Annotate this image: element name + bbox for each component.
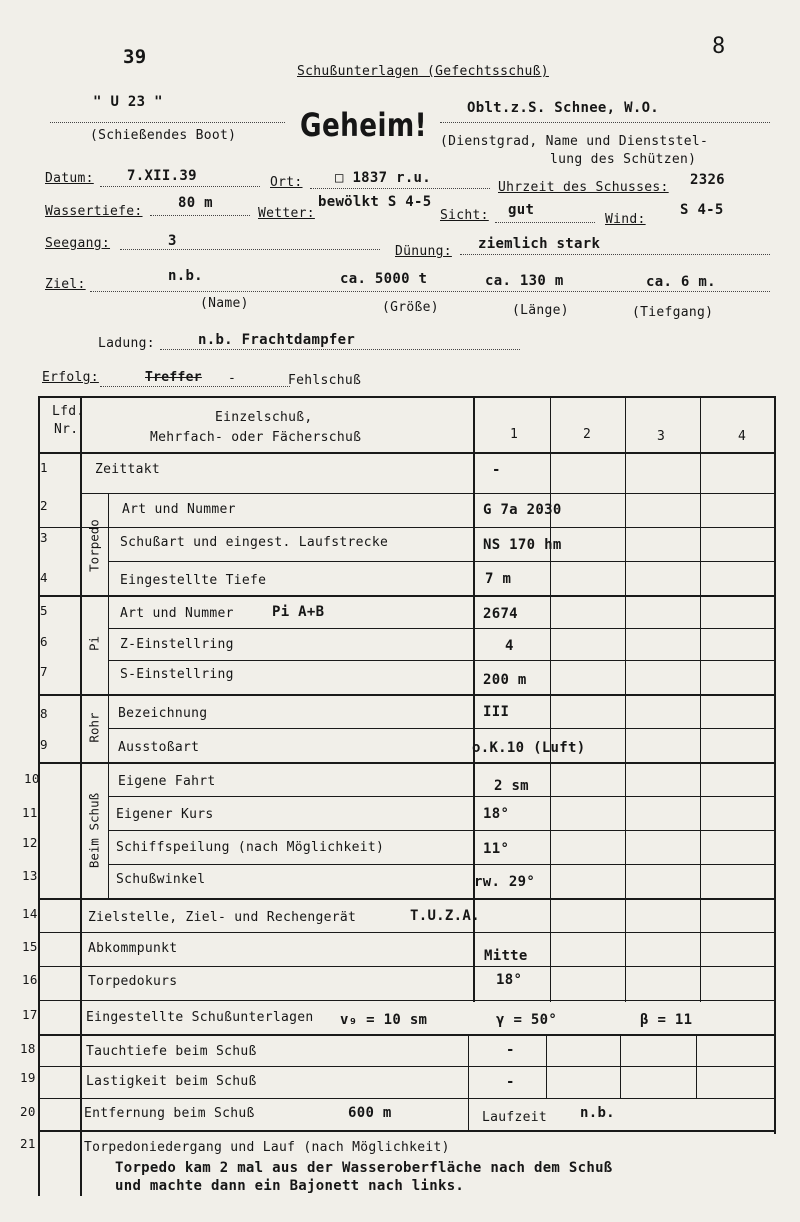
group-beim-schuss: Beim Schuß xyxy=(86,792,102,869)
row-number: 6 xyxy=(40,634,48,649)
row-number: 4 xyxy=(40,570,48,585)
row-label: Schußwinkel xyxy=(116,872,206,887)
row-value-1: 2 sm xyxy=(494,778,529,794)
header-desc-1: Einzelschuß, xyxy=(215,410,313,425)
row-number: 12 xyxy=(22,835,38,850)
row-value-1: 4 xyxy=(505,638,514,654)
row-number: 9 xyxy=(40,737,48,752)
sicht-label: Sicht: xyxy=(440,208,489,223)
row-extra: 600 m xyxy=(348,1105,392,1121)
row-value-1: 18° xyxy=(496,972,523,988)
row-label: Art und Nummer xyxy=(120,606,234,621)
uhrzeit-label: Uhrzeit des Schusses: xyxy=(498,180,669,195)
col-header-3: 3 xyxy=(657,429,666,444)
group-pi: Pi xyxy=(86,635,102,652)
row-laufzeit-label: Laufzeit xyxy=(482,1110,548,1125)
row-label: Zielstelle, Ziel- und Rechengerät xyxy=(88,910,357,925)
ziel-tiefgang-value: ca. 6 m. xyxy=(646,274,716,290)
shooter-name: Oblt.z.S. Schnee, W.O. xyxy=(467,100,660,116)
row-number: 1 xyxy=(40,460,48,475)
row-extra: Pi A+B xyxy=(272,604,325,620)
row-value-1: 18° xyxy=(483,806,510,822)
row-value-1: III xyxy=(483,704,510,720)
seegang-value: 3 xyxy=(168,233,177,249)
row-value-1: - xyxy=(506,1074,515,1090)
boat-label: (Schießendes Boot) xyxy=(90,128,237,143)
row-number: 7 xyxy=(40,664,48,679)
erfolg-label: Erfolg: xyxy=(42,370,99,385)
row-label: Eingestellte Schußunterlagen xyxy=(86,1010,314,1025)
row-value-1: Mitte xyxy=(484,948,528,964)
row-number: 19 xyxy=(20,1070,36,1085)
seegang-label: Seegang: xyxy=(45,236,111,251)
ladung-label: Ladung: xyxy=(98,336,155,351)
wind-value: S 4-5 xyxy=(680,202,724,218)
row-label: Eigene Fahrt xyxy=(118,774,216,789)
ziel-groesse-label: (Größe) xyxy=(382,300,439,315)
erfolg-value-1: Treffer xyxy=(145,370,202,385)
row-value-1: o.K.10 (Luft) xyxy=(472,740,586,756)
shooter-label-1: (Dienstgrad, Name und Dienststel- xyxy=(440,134,709,149)
uhrzeit-value: 2326 xyxy=(690,172,725,188)
row-number: 16 xyxy=(22,972,38,987)
row-gamma: γ = 50° xyxy=(496,1012,558,1028)
row-label: Eingestellte Tiefe xyxy=(120,573,267,588)
row-label: Lastigkeit beim Schuß xyxy=(86,1074,257,1089)
row-label: Tauchtiefe beim Schuß xyxy=(86,1044,257,1059)
wassertiefe-label: Wassertiefe: xyxy=(45,204,143,219)
row-number: 13 xyxy=(22,868,38,883)
row-number: 21 xyxy=(20,1136,36,1151)
geheim-stamp: Geheim! xyxy=(300,106,427,144)
row-number: 3 xyxy=(40,530,48,545)
wassertiefe-value: 80 m xyxy=(178,195,213,211)
row-number: 14 xyxy=(22,906,38,921)
row-number: 17 xyxy=(22,1007,38,1022)
row-value-1: 200 m xyxy=(483,672,527,688)
row-value-1: NS 170 hm xyxy=(483,537,562,553)
row-label: Schußart und eingest. Laufstrecke xyxy=(120,535,389,550)
row-value-1: G 7a 2030 xyxy=(483,502,562,518)
sicht-value: gut xyxy=(508,202,535,218)
row-vg: v₉ = 10 sm xyxy=(340,1012,428,1028)
row-label: Zeittakt xyxy=(95,462,161,477)
boat-name: " U 23 " xyxy=(93,94,163,110)
group-rohr: Rohr xyxy=(86,712,102,743)
shooter-label-2: lung des Schützen) xyxy=(550,152,697,167)
header-nr: Nr. xyxy=(54,422,79,437)
ziel-groesse-value: ca. 5000 t xyxy=(340,271,428,287)
page-number-left: 39 xyxy=(123,46,147,68)
row-number: 11 xyxy=(22,805,38,820)
row-label: Art und Nummer xyxy=(122,502,236,517)
row-label: Entfernung beim Schuß xyxy=(84,1106,255,1121)
remark-line-1: Torpedo kam 2 mal aus der Wasseroberfläche nach dem Schuß xyxy=(115,1160,613,1176)
wetter-value: bewölkt S 4-5 xyxy=(318,194,432,210)
row-number: 20 xyxy=(20,1104,36,1119)
row-number: 2 xyxy=(40,498,48,513)
erfolg-sep: - xyxy=(228,371,237,386)
row-label: S-Einstellring xyxy=(120,667,234,682)
row-value-1: - xyxy=(492,462,501,478)
header-desc-2: Mehrfach- oder Fächerschuß xyxy=(150,430,362,445)
row-laufzeit-value: n.b. xyxy=(580,1105,615,1121)
datum-label: Datum: xyxy=(45,171,94,186)
row-label: Ausstoßart xyxy=(118,740,200,755)
ziel-name-label: (Name) xyxy=(200,296,249,311)
header-lfd: Lfd. xyxy=(52,404,85,419)
row-beta: β = 11 xyxy=(640,1012,693,1028)
row-label: Torpedokurs xyxy=(88,974,178,989)
row-number: 15 xyxy=(22,939,38,954)
ort-value: □ 1837 r.u. xyxy=(335,170,432,186)
datum-value: 7.XII.39 xyxy=(127,168,197,184)
remark-line-2: und machte dann ein Bajonett nach links. xyxy=(115,1178,465,1194)
group-torpedo: Torpedo xyxy=(86,519,102,572)
row-label: Z-Einstellring xyxy=(120,637,234,652)
row-number: 5 xyxy=(40,603,48,618)
ladung-value: n.b. Frachtdampfer xyxy=(198,332,356,348)
row-label: Schiffspeilung (nach Möglichkeit) xyxy=(116,840,385,855)
ziel-laenge-value: ca. 130 m xyxy=(485,273,564,289)
ziel-label: Ziel: xyxy=(45,277,86,292)
ziel-tiefgang-label: (Tiefgang) xyxy=(632,305,714,320)
ziel-name-value: n.b. xyxy=(168,268,203,284)
wetter-label: Wetter: xyxy=(258,206,315,221)
row-number: 18 xyxy=(20,1041,36,1056)
wind-label: Wind: xyxy=(605,212,646,227)
row-extra: T.U.Z.A. xyxy=(410,908,480,924)
row-value-1: 7 m xyxy=(485,571,512,587)
page-number-right: 8 xyxy=(712,34,726,59)
row-value-1: rw. 29° xyxy=(474,874,536,890)
ziel-laenge-label: (Länge) xyxy=(512,303,569,318)
row-value-1: 2674 xyxy=(483,606,518,622)
row-label: Abkommpunkt xyxy=(88,941,178,956)
erfolg-value-2: Fehlschuß xyxy=(288,373,362,388)
row-number: 8 xyxy=(40,706,48,721)
col-header-2: 2 xyxy=(583,427,592,442)
row-label: Torpedoniedergang und Lauf (nach Möglichkeit) xyxy=(84,1140,450,1155)
row-value-1: - xyxy=(506,1042,515,1058)
row-number: 10 xyxy=(24,771,40,786)
row-label: Eigener Kurs xyxy=(116,807,214,822)
col-header-1: 1 xyxy=(510,427,519,442)
document-title: Schußunterlagen (Gefechtsschuß) xyxy=(297,64,549,79)
row-value-1: 11° xyxy=(483,841,510,857)
row-label: Bezeichnung xyxy=(118,706,208,721)
duenung-value: ziemlich stark xyxy=(478,236,601,252)
duenung-label: Dünung: xyxy=(395,244,452,259)
col-header-4: 4 xyxy=(738,429,747,444)
ort-label: Ort: xyxy=(270,175,303,190)
